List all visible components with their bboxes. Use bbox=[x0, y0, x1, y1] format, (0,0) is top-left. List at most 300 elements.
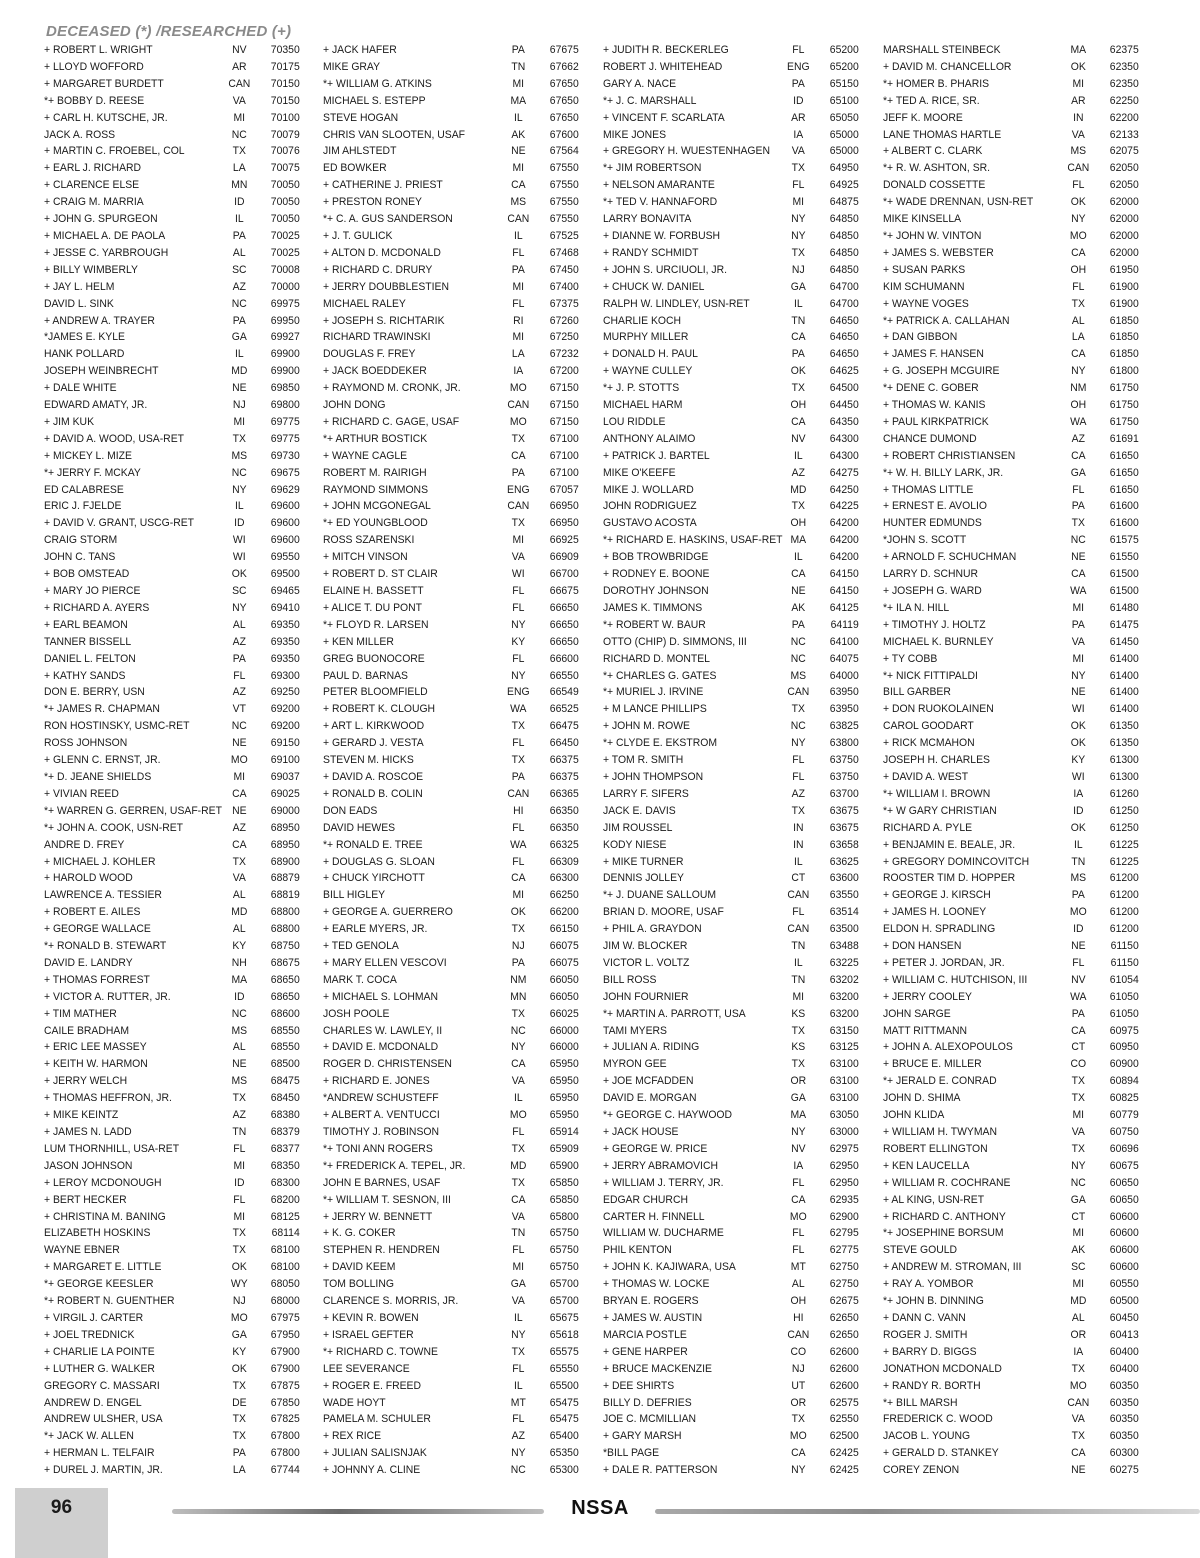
record-row bbox=[323, 972, 585, 989]
record-state: OK bbox=[231, 568, 247, 581]
record-score: 68450 bbox=[270, 1092, 300, 1105]
record-row bbox=[323, 989, 585, 1006]
record-score: 62075 bbox=[1109, 145, 1139, 158]
record-row bbox=[323, 363, 585, 380]
record-score: 62975 bbox=[829, 1142, 859, 1155]
record-state: LA bbox=[1071, 331, 1085, 344]
record-name: + TIM MATHER bbox=[44, 1007, 117, 1020]
record-row bbox=[44, 651, 306, 668]
record-state: IL bbox=[513, 1379, 523, 1392]
record-state: CA bbox=[1071, 449, 1086, 462]
record-name: + CRAIG M. MARRIA bbox=[44, 196, 144, 209]
record-score: 66475 bbox=[549, 720, 579, 733]
record-row bbox=[603, 600, 865, 617]
record-state: AL bbox=[1071, 1311, 1085, 1324]
record-name: + ALICE T. DU PONT bbox=[323, 601, 422, 614]
record-state: WA bbox=[1070, 585, 1087, 597]
record-row bbox=[603, 870, 865, 887]
record-score: 69775 bbox=[270, 432, 300, 445]
record-score: 63950 bbox=[829, 703, 859, 716]
record-score: 68900 bbox=[270, 855, 300, 868]
record-row bbox=[883, 600, 1145, 617]
record-score: 62050 bbox=[1109, 162, 1139, 175]
record-row bbox=[323, 1192, 585, 1209]
record-row bbox=[44, 769, 306, 786]
record-score: 61800 bbox=[1109, 365, 1139, 378]
record-state: CA bbox=[791, 415, 806, 428]
record-score: 66050 bbox=[549, 973, 579, 986]
record-state: FL bbox=[233, 1193, 246, 1206]
record-score: 65750 bbox=[549, 1261, 579, 1274]
record-state: GA bbox=[790, 280, 806, 293]
record-state: MI bbox=[512, 280, 525, 293]
record-score: 62950 bbox=[829, 1159, 859, 1172]
record-score: 62000 bbox=[1109, 229, 1139, 242]
record-score: 67375 bbox=[549, 297, 579, 310]
record-name: + CHUCK W. DANIEL bbox=[603, 280, 705, 293]
record-state: PA bbox=[511, 44, 525, 56]
record-state: MI bbox=[512, 331, 525, 344]
record-score: 61850 bbox=[1109, 314, 1139, 327]
record-name: STEPHEN R. HENDREN bbox=[323, 1244, 440, 1257]
record-score: 61450 bbox=[1109, 635, 1139, 648]
record-score: 69037 bbox=[270, 770, 300, 783]
record-name: DAVID E. MORGAN bbox=[603, 1092, 697, 1105]
record-score: 68125 bbox=[270, 1210, 300, 1223]
record-name: + VINCENT F. SCARLATA bbox=[603, 111, 725, 124]
record-score: 60894 bbox=[1109, 1075, 1139, 1088]
record-name: MARK T. COCA bbox=[323, 973, 397, 986]
record-name: BILLY D. DEFRIES bbox=[603, 1396, 692, 1409]
record-name: + ARNOLD F. SCHUCHMAN bbox=[883, 551, 1017, 564]
record-name: JACOB L. YOUNG bbox=[883, 1430, 971, 1443]
record-score: 61150 bbox=[1110, 956, 1139, 969]
record-state: FL bbox=[1072, 956, 1085, 969]
record-name: + KEVIN R. BOWEN bbox=[323, 1311, 419, 1324]
record-name: ED BOWKER bbox=[323, 162, 387, 175]
record-score: 68550 bbox=[270, 1041, 300, 1054]
record-score: 62425 bbox=[829, 1447, 859, 1460]
record-score: 64650 bbox=[829, 314, 859, 327]
record-name: JOHN D. SHIMA bbox=[883, 1092, 961, 1105]
record-state: OK bbox=[1070, 821, 1086, 834]
record-state: AZ bbox=[232, 1109, 246, 1122]
record-state: TX bbox=[511, 1142, 525, 1155]
record-score: 63550 bbox=[829, 889, 859, 902]
record-row bbox=[603, 1259, 865, 1276]
record-name: *+ RONALD B. STEWART bbox=[44, 940, 167, 953]
record-state: TX bbox=[791, 1024, 805, 1037]
record-score: 68379 bbox=[270, 1126, 300, 1138]
record-state: WA bbox=[1070, 415, 1087, 428]
record-name: + RANDY R. BORTH bbox=[883, 1379, 981, 1392]
record-name: + RANDY SCHMIDT bbox=[603, 246, 699, 259]
record-row bbox=[44, 1023, 306, 1040]
record-score: 62425 bbox=[829, 1464, 859, 1477]
record-state: TX bbox=[232, 1413, 246, 1426]
record-score: 64000 bbox=[829, 669, 859, 682]
record-score: 63050 bbox=[829, 1109, 859, 1122]
record-row bbox=[323, 1361, 585, 1378]
record-state: FL bbox=[512, 821, 525, 834]
record-row bbox=[323, 651, 585, 668]
record-state: DE bbox=[232, 1396, 247, 1409]
record-name: MIKE GRAY bbox=[323, 60, 381, 73]
record-state: NY bbox=[1071, 669, 1086, 682]
record-state: MA bbox=[790, 1109, 807, 1122]
record-name: + THOMAS W. KANIS bbox=[883, 399, 986, 412]
record-row bbox=[44, 143, 306, 160]
record-state: TN bbox=[791, 940, 806, 953]
record-state: CA bbox=[791, 1447, 806, 1460]
record-name: *+ GEORGE C. HAYWOOD bbox=[603, 1109, 733, 1122]
record-state: FL bbox=[792, 754, 805, 767]
record-row bbox=[44, 1276, 306, 1293]
record-score: 69600 bbox=[270, 500, 300, 513]
record-score: 62050 bbox=[1109, 179, 1139, 192]
record-row bbox=[883, 76, 1145, 93]
record-row bbox=[603, 1276, 865, 1293]
record-score: 67900 bbox=[270, 1345, 300, 1358]
record-state: FL bbox=[512, 1126, 525, 1138]
record-score: 64125 bbox=[829, 601, 859, 614]
record-score: 65200 bbox=[829, 44, 859, 56]
record-state: IL bbox=[793, 956, 803, 969]
record-row bbox=[323, 1175, 585, 1192]
record-name: + DAVID E. MCDONALD bbox=[323, 1041, 439, 1054]
record-state: PA bbox=[232, 229, 246, 242]
record-state: NM bbox=[1070, 382, 1087, 395]
record-name: LEE SEVERANCE bbox=[323, 1362, 410, 1375]
record-score: 65909 bbox=[549, 1142, 579, 1155]
record-name: JIM W. BLOCKER bbox=[603, 940, 688, 953]
record-score: 70075 bbox=[270, 162, 300, 175]
record-name: JAMES K. TIMMONS bbox=[603, 601, 703, 614]
record-score: 69975 bbox=[270, 297, 300, 310]
record-row bbox=[603, 1073, 865, 1090]
record-state: TN bbox=[511, 60, 526, 73]
record-name: PAUL D. BARNAS bbox=[323, 669, 408, 682]
record-score: 69550 bbox=[270, 551, 300, 564]
record-state: PA bbox=[791, 348, 805, 361]
record-state: ENG bbox=[507, 483, 530, 496]
record-score: 68950 bbox=[270, 821, 300, 834]
record-row bbox=[44, 566, 306, 583]
record-name: + G. JOSEPH MCGUIRE bbox=[883, 365, 1000, 378]
record-name: CAILE BRADHAM bbox=[44, 1024, 129, 1037]
record-score: 67450 bbox=[549, 263, 579, 276]
record-name: + DOUGLAS G. SLOAN bbox=[323, 855, 435, 868]
record-row bbox=[323, 1242, 585, 1259]
record-score: 65850 bbox=[549, 1193, 579, 1206]
record-state: TX bbox=[1071, 1092, 1085, 1105]
record-row bbox=[883, 617, 1145, 634]
record-score: 64875 bbox=[829, 196, 859, 209]
record-score: 67100 bbox=[549, 466, 579, 479]
record-state: KY bbox=[511, 635, 526, 648]
record-name: *+ WADE DRENNAN, USN-RET bbox=[883, 196, 1034, 209]
record-state: MD bbox=[510, 1159, 527, 1172]
record-row bbox=[44, 955, 306, 972]
record-name: DAVID E. LANDRY bbox=[44, 956, 133, 969]
record-state: GA bbox=[510, 1278, 526, 1291]
record-score: 62775 bbox=[829, 1244, 859, 1257]
record-name: + BILLY WIMBERLY bbox=[44, 263, 138, 276]
record-score: 65475 bbox=[549, 1396, 579, 1409]
record-name: EDGAR CHURCH bbox=[603, 1193, 688, 1206]
record-row bbox=[323, 718, 585, 735]
record-row bbox=[603, 1395, 865, 1412]
record-row bbox=[44, 701, 306, 718]
record-score: 61200 bbox=[1109, 906, 1139, 919]
record-row bbox=[44, 93, 306, 110]
record-name: + JOHN S. URCIUOLI, JR. bbox=[603, 263, 728, 276]
record-state: NY bbox=[791, 229, 806, 242]
record-score: 61650 bbox=[1109, 466, 1139, 479]
record-name: + JACK BOEDDEKER bbox=[323, 365, 427, 378]
record-row bbox=[603, 1006, 865, 1023]
record-score: 64650 bbox=[829, 348, 859, 361]
record-row bbox=[883, 1327, 1145, 1344]
record-score: 65800 bbox=[549, 1210, 579, 1223]
record-row bbox=[603, 854, 865, 871]
record-state: VA bbox=[791, 145, 805, 158]
record-name: + GEORGE J. KIRSCH bbox=[883, 889, 991, 902]
record-score: 60950 bbox=[1109, 1041, 1139, 1054]
record-row bbox=[883, 448, 1145, 465]
record-score: 64850 bbox=[829, 246, 859, 259]
record-name: + JULIAN A. RIDING bbox=[603, 1041, 700, 1054]
record-name: + RICHARD C. ANTHONY bbox=[883, 1210, 1006, 1223]
record-row bbox=[323, 1124, 585, 1141]
record-name: + EARL J. RICHARD bbox=[44, 162, 142, 175]
record-name: + EARL BEAMON bbox=[44, 618, 128, 631]
record-name: *+ JOHN A. COOK, USN-RET bbox=[44, 821, 184, 834]
record-name: + DALE WHITE bbox=[44, 382, 117, 395]
record-score: 61350 bbox=[1109, 720, 1139, 733]
record-state: OR bbox=[790, 1075, 807, 1088]
record-state: NY bbox=[232, 601, 247, 614]
record-row bbox=[883, 752, 1145, 769]
record-name: JOHN C. TANS bbox=[44, 551, 116, 564]
record-score: 65475 bbox=[549, 1413, 579, 1426]
record-name: JOE C. MCMILLIAN bbox=[603, 1413, 697, 1426]
record-state: NY bbox=[791, 1126, 806, 1138]
record-row bbox=[883, 1428, 1145, 1445]
record-name: + GREGORY DOMINCOVITCH bbox=[883, 855, 1030, 868]
record-score: 66450 bbox=[549, 737, 579, 750]
record-row bbox=[323, 634, 585, 651]
record-name: MARSHALL STEINBECK bbox=[883, 44, 1001, 56]
record-name: TOM BOLLING bbox=[323, 1278, 394, 1291]
record-score: 69465 bbox=[270, 585, 300, 597]
record-row bbox=[323, 143, 585, 160]
record-row bbox=[323, 1395, 585, 1412]
record-state: AR bbox=[1071, 94, 1086, 107]
record-name: + K. G. COKER bbox=[323, 1227, 396, 1240]
record-score: 69600 bbox=[270, 517, 300, 530]
record-score: 61050 bbox=[1109, 990, 1139, 1003]
record-score: 64650 bbox=[829, 331, 859, 344]
record-state: TX bbox=[1071, 1362, 1085, 1375]
record-state: ID bbox=[234, 517, 245, 530]
record-name: LOU RIDDLE bbox=[603, 415, 666, 428]
record-row bbox=[323, 1310, 585, 1327]
record-row bbox=[44, 262, 306, 279]
record-name: *+ JIM ROBERTSON bbox=[603, 162, 702, 175]
record-state: NC bbox=[790, 720, 806, 733]
record-row bbox=[323, 1428, 585, 1445]
record-name: + JACK HOUSE bbox=[603, 1126, 679, 1138]
record-name: + TY COBB bbox=[883, 652, 938, 665]
record-name: CHRIS VAN SLOOTEN, USAF bbox=[323, 128, 466, 141]
record-name: RON HOSTINSKY, USMC-RET bbox=[44, 720, 190, 733]
record-state: OK bbox=[231, 1362, 247, 1375]
record-state: AZ bbox=[232, 686, 246, 699]
record-name: + JOEL TREDNICK bbox=[44, 1328, 135, 1341]
record-row bbox=[603, 718, 865, 735]
record-row bbox=[603, 160, 865, 177]
record-name: MYRON GEE bbox=[603, 1058, 667, 1071]
record-state: FL bbox=[512, 1244, 525, 1257]
record-state: TX bbox=[791, 703, 805, 716]
record-state: IL bbox=[1073, 838, 1083, 851]
record-name: *+ TONI ANN ROGERS bbox=[323, 1142, 433, 1155]
record-score: 69350 bbox=[270, 652, 300, 665]
record-state: CA bbox=[511, 872, 526, 885]
record-row bbox=[603, 837, 865, 854]
record-score: 66375 bbox=[549, 770, 579, 783]
record-state: FL bbox=[512, 652, 525, 665]
record-name: + ROBERT E. AILES bbox=[44, 906, 141, 919]
record-name: BILL ROSS bbox=[603, 973, 657, 986]
records-column-3 bbox=[603, 42, 885, 1479]
record-state: OR bbox=[790, 1396, 807, 1409]
record-row bbox=[883, 955, 1145, 972]
record-row bbox=[323, 1293, 585, 1310]
record-name: *+ ROBERT N. GUENTHER bbox=[44, 1295, 175, 1308]
record-state: CA bbox=[1071, 1447, 1086, 1460]
record-row bbox=[323, 870, 585, 887]
record-row bbox=[603, 346, 865, 363]
record-name: *+ HOMER B. PHARIS bbox=[883, 77, 990, 90]
record-name: JOHN SARGE bbox=[883, 1007, 951, 1020]
record-name: *+ WILLIAM G. ATKINS bbox=[323, 77, 432, 90]
record-name: + JERRY ABRAMOVICH bbox=[603, 1159, 718, 1172]
record-name: *+ J. C. MARSHALL bbox=[603, 94, 697, 107]
record-score: 61400 bbox=[1109, 703, 1139, 716]
record-state: LA bbox=[232, 162, 246, 175]
record-state: WI bbox=[1071, 703, 1085, 716]
record-score: 67057 bbox=[549, 483, 579, 496]
record-state: VT bbox=[232, 703, 246, 716]
record-name: WADE HOYT bbox=[323, 1396, 386, 1409]
record-row bbox=[883, 1209, 1145, 1226]
record-row bbox=[603, 329, 865, 346]
record-row bbox=[603, 1209, 865, 1226]
record-score: 67650 bbox=[549, 111, 579, 124]
record-state: IL bbox=[513, 111, 523, 124]
record-score: 62000 bbox=[1109, 246, 1139, 259]
record-row bbox=[44, 1107, 306, 1124]
record-score: 67744 bbox=[270, 1464, 300, 1477]
record-state: MA bbox=[510, 94, 527, 107]
record-name: WILLIAM W. DUCHARME bbox=[603, 1227, 724, 1240]
record-score: 60696 bbox=[1109, 1142, 1139, 1155]
record-row bbox=[603, 1344, 865, 1361]
record-row bbox=[44, 59, 306, 76]
record-row bbox=[323, 431, 585, 448]
record-row bbox=[44, 938, 306, 955]
record-row bbox=[44, 617, 306, 634]
record-score: 63658 bbox=[829, 838, 859, 851]
record-state: PA bbox=[511, 770, 525, 783]
record-name: CHARLIE KOCH bbox=[603, 314, 682, 327]
record-name: WAYNE EBNER bbox=[44, 1244, 120, 1257]
record-row bbox=[603, 414, 865, 431]
record-name: MICHAEL HARM bbox=[603, 399, 683, 412]
record-row bbox=[323, 701, 585, 718]
record-row bbox=[323, 414, 585, 431]
record-row bbox=[883, 262, 1145, 279]
record-score: 60675 bbox=[1109, 1159, 1139, 1172]
record-state: VA bbox=[511, 1295, 525, 1308]
record-name: BILL HIGLEY bbox=[323, 889, 386, 902]
record-name: ANDRE D. FREY bbox=[44, 838, 125, 851]
record-row bbox=[883, 566, 1145, 583]
record-name: CHANCE DUMOND bbox=[883, 432, 977, 445]
record-score: 65575 bbox=[549, 1345, 579, 1358]
record-row bbox=[603, 651, 865, 668]
record-name: + ERIC LEE MASSEY bbox=[44, 1041, 147, 1054]
record-name: + JOHN M. ROWE bbox=[603, 720, 690, 733]
record-row bbox=[44, 1293, 306, 1310]
record-state: NV bbox=[1071, 973, 1086, 986]
record-row bbox=[44, 718, 306, 735]
record-name: + VICTOR A. RUTTER, JR. bbox=[44, 990, 171, 1003]
record-name: ANDREW ULSHER, USA bbox=[44, 1413, 163, 1426]
record-state: FL bbox=[512, 1413, 525, 1426]
record-row bbox=[603, 1090, 865, 1107]
record-name: + JOHN A. ALEXOPOULOS bbox=[883, 1041, 1013, 1054]
record-row bbox=[603, 1124, 865, 1141]
record-score: 69200 bbox=[270, 703, 300, 716]
records-columns bbox=[44, 42, 1184, 1492]
record-state: WA bbox=[510, 838, 527, 851]
record-name: + MICHAEL A. DE PAOLA bbox=[44, 229, 166, 242]
record-row bbox=[44, 76, 306, 93]
record-state: WY bbox=[230, 1278, 248, 1291]
record-state: MT bbox=[510, 1396, 526, 1409]
record-state: RI bbox=[513, 314, 524, 327]
record-name: PETER BLOOMFIELD bbox=[323, 686, 428, 699]
record-name: *+ JAMES R. CHAPMAN bbox=[44, 703, 160, 716]
record-state: CAN bbox=[787, 686, 810, 699]
record-score: 61260 bbox=[1109, 787, 1139, 800]
record-name: + MARGARET E. LITTLE bbox=[44, 1261, 162, 1274]
record-row bbox=[44, 1310, 306, 1327]
record-state: FL bbox=[1072, 179, 1085, 192]
record-state: FL bbox=[233, 669, 246, 682]
record-score: 61200 bbox=[1109, 872, 1139, 885]
record-state: FL bbox=[792, 906, 805, 919]
record-state: AZ bbox=[232, 280, 246, 293]
record-row bbox=[44, 1192, 306, 1209]
record-name: GUSTAVO ACOSTA bbox=[603, 517, 697, 530]
record-row bbox=[883, 1192, 1145, 1209]
record-name: + PHIL A. GRAYDON bbox=[603, 923, 702, 936]
record-row bbox=[323, 532, 585, 549]
